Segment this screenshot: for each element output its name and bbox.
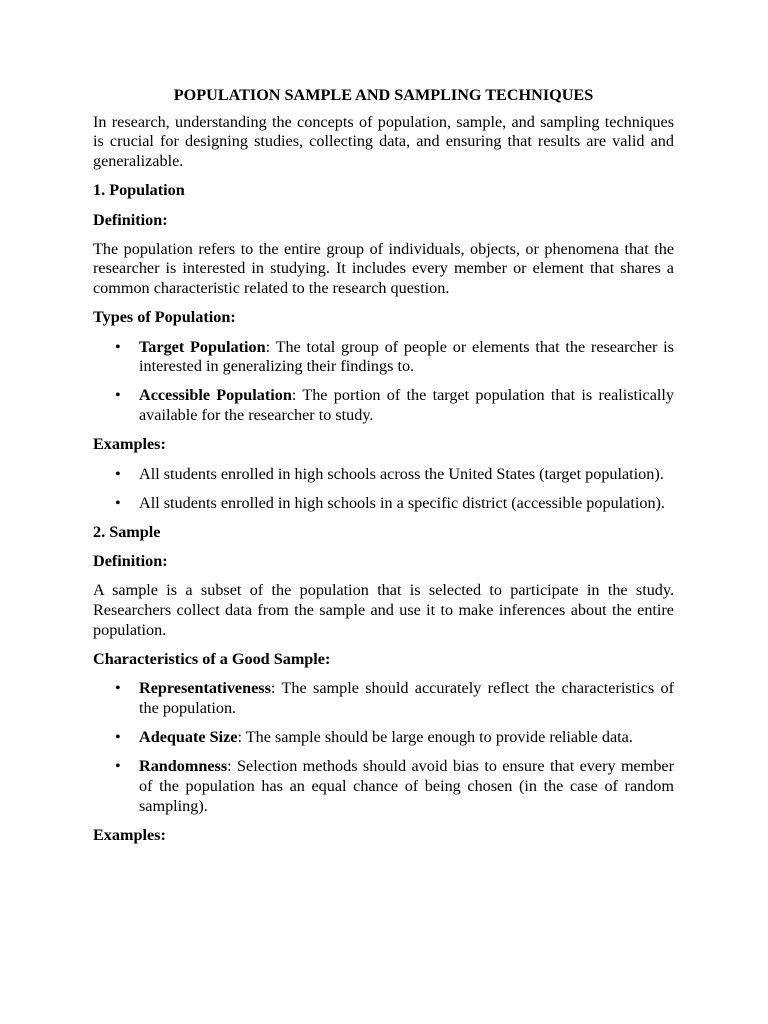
page-title: POPULATION SAMPLE AND SAMPLING TECHNIQUES: [173, 86, 594, 104]
list-item-text: : The sample should accurately reflect the characteristics of the population.: [139, 679, 674, 717]
list-item: [93, 465, 674, 485]
list-item-text: : The portion of the target population that is realistically available for the researcher to study.: [139, 386, 675, 425]
list-item-text: : The sample should be large enough to provide reliable data.: [237, 728, 633, 747]
bullet-icon: •: [115, 337, 121, 356]
list-item: [93, 757, 674, 816]
list-item-term: Target Population: [139, 337, 266, 356]
population-examples-list: [93, 465, 674, 514]
population-definition: The population refers to the entire group of individuals, objects, or phenomena that the researcher is interested in studying. It includes every member or element that shares a common characteristic related to the research question.: [93, 239, 674, 298]
list-item-term: Randomness: [139, 757, 228, 776]
list-item-text: All students enrolled in high schools in a specific district (accessible population).: [139, 493, 665, 512]
sample-examples-label: Examples:: [93, 825, 166, 844]
population-heading: 1. Population: [93, 181, 185, 200]
document-page: [93, 86, 674, 855]
sample-definition: A sample is a subset of the population that is selected to participate in the study. Researchers collect data from the sample and use it to make inferences about the entire population.: [93, 581, 674, 639]
list-item-term: Accessible Population: [139, 386, 292, 405]
bullet-icon: •: [115, 493, 121, 512]
population-types-label: Types of Population:: [93, 308, 236, 327]
population-examples-label: Examples:: [93, 435, 166, 454]
intro-paragraph: In research, understanding the concepts of population, sample, and sampling techniques is crucial for designing studies, collecting data, and ensuring that results are valid and generalizable.: [93, 112, 674, 171]
list-item-text: All students enrolled in high schools across the United States (target population).: [139, 464, 664, 483]
population-types-list: [93, 338, 674, 426]
list-item: [93, 338, 674, 377]
list-item-text: : The total group of people or elements that the researcher is interested in generalizing their findings to.: [139, 337, 674, 376]
bullet-icon: •: [115, 757, 121, 776]
list-item-text: : Selection methods should avoid bias to ensure that every member of the population has an equal chance of being chosen (in the case of random sampling).: [139, 757, 674, 815]
bullet-icon: •: [115, 728, 121, 747]
list-item-term: Adequate Size: [139, 728, 238, 747]
sample-heading: 2. Sample: [93, 522, 161, 541]
list-item-term: Representativeness: [139, 679, 271, 698]
bullet-icon: •: [115, 679, 121, 698]
list-item: [93, 494, 674, 514]
bullet-icon: •: [115, 464, 121, 483]
bullet-icon: •: [115, 386, 121, 405]
sample-definition-label: Definition:: [93, 552, 168, 571]
population-definition-label: Definition:: [93, 210, 168, 229]
list-item: [93, 728, 674, 748]
sample-characteristics-list: [93, 679, 674, 816]
list-item: [93, 386, 674, 425]
list-item: [93, 679, 674, 718]
sample-characteristics-label: Characteristics of a Good Sample:: [93, 649, 331, 668]
